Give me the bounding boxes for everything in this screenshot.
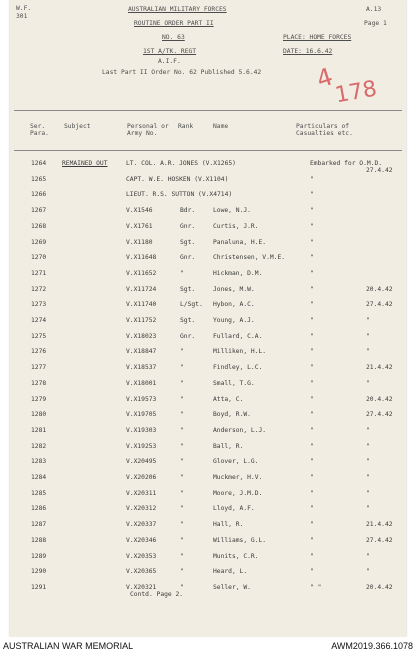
cell-personal: V.X20312 (126, 505, 157, 513)
cell-serial: 1283 (31, 458, 47, 466)
cell-particulars: " (310, 348, 314, 356)
place: PLACE: HOME FORCES (283, 34, 352, 41)
cell-rank: " (180, 458, 184, 466)
cell-name: Christensen, V.M.E. (213, 254, 286, 262)
cell-date: 27.4.42 (366, 411, 393, 419)
cell-personal: V.X18537 (126, 364, 157, 372)
cell-particulars: " (310, 552, 314, 560)
cell-rank: Bdr. (180, 207, 196, 215)
cell-date: 27.4.42 (366, 167, 393, 174)
cell-date: 20.4.42 (366, 583, 393, 591)
annotation-line-2: 178 (333, 76, 379, 109)
archive-id: AWM2019.366.1078 (331, 641, 413, 651)
cell-name: Seller, W. (213, 583, 251, 591)
cell-rank: Gnr. (180, 254, 196, 262)
cell-personal: V.X20365 (126, 568, 157, 576)
date: DATE: 16.6.42 (283, 48, 333, 55)
cell-rank: " (180, 348, 184, 356)
cell-personal: V.X18001 (126, 379, 157, 387)
cell-name: Munits, C.R. (213, 552, 259, 560)
cell-particulars: " (310, 489, 314, 497)
cell-particulars: " (310, 222, 314, 230)
cell-name: Milliken, H.L. (213, 348, 267, 356)
cell-name: Young, A.J. (213, 317, 255, 324)
cell-name: Hybon, A.C. (213, 301, 255, 309)
cell-particulars: " (310, 379, 314, 387)
cell-particulars: " (310, 254, 314, 262)
cell-rank: Gnr. (180, 332, 196, 340)
cell-name: Lowe, N.J. (213, 207, 251, 215)
cell-rank: " (180, 442, 184, 450)
cell-particulars: " (310, 521, 314, 529)
cell-serial: 1286 (31, 505, 47, 513)
cell-particulars: " (310, 364, 314, 372)
cell-personal: V.X11652 (126, 269, 157, 277)
cell-serial: 1279 (31, 395, 47, 403)
cell-date: " (366, 489, 370, 497)
cell-serial: 1284 (31, 474, 47, 481)
cell-date: " (366, 442, 370, 450)
cell-date: " (366, 474, 370, 481)
cell-serial: 1290 (31, 568, 47, 576)
cell-serial: 1275 (31, 332, 47, 340)
cell-name: Glover, L.G. (213, 458, 259, 466)
cell-date: " (366, 379, 370, 387)
cell-personal: V.X1180 (126, 238, 153, 246)
cell-personal: V.X11740 (126, 301, 157, 309)
cell-particulars: " (310, 536, 314, 544)
col-rank: Rank (178, 123, 194, 130)
cell-personal: V.X19253 (126, 442, 157, 450)
cell-rank: " (180, 269, 184, 277)
cell-particulars: " (310, 191, 314, 199)
cell-rank: " (180, 521, 184, 529)
cell-personal: V.X11724 (126, 285, 157, 293)
cell-personal: CAPT. W.E. HOSKEN (V.X1104) (126, 175, 229, 183)
order-subtitle: ROUTINE ORDER PART II (134, 20, 214, 27)
cell-particulars: " (310, 474, 314, 481)
cell-personal: V.X1546 (126, 207, 153, 215)
cell-rank: Sgt. (180, 238, 196, 246)
cell-particulars: " (310, 269, 314, 277)
order-number: NO. 63 (162, 34, 185, 41)
cell-serial: 1273 (31, 301, 47, 309)
cell-personal: V.X20311 (126, 489, 157, 497)
cell-serial: 1278 (31, 379, 47, 387)
cell-rank: Sgt. (180, 317, 196, 324)
cell-particulars: " (310, 175, 314, 183)
annotation-line-1: 4 (313, 62, 337, 94)
last-order-note: Last Part II Order No. 62 Published 5.6.42 (102, 69, 262, 76)
cell-rank: " (180, 505, 184, 513)
cell-serial: 1280 (31, 411, 47, 419)
cell-personal: V.X19573 (126, 395, 157, 403)
cell-rank: " (180, 552, 184, 560)
unit: 1ST A/TK. REGT (143, 48, 197, 55)
cell-date: 20.4.42 (366, 395, 393, 403)
cell-rank: " (180, 411, 184, 419)
cell-name: Boyd, R.W. (213, 411, 251, 419)
archive-name: AUSTRALIAN WAR MEMORIAL (3, 641, 134, 651)
cell-rank: " (180, 536, 184, 544)
cell-name: Ball, R. (213, 442, 244, 450)
col-subject: Subject (64, 123, 91, 130)
cell-personal: LT. COL. A.R. JONES (V.X1265) (126, 160, 236, 167)
cell-date: " (366, 505, 370, 513)
cell-serial: 1291 (31, 583, 47, 591)
cell-rank: Sgt. (180, 285, 196, 293)
cell-serial: 1264 (31, 160, 47, 167)
cell-particulars: " (310, 411, 314, 419)
cell-serial: 1288 (31, 536, 47, 544)
cell-name: Jones, M.W. (213, 285, 255, 293)
cell-personal: V.X20495 (126, 458, 157, 466)
cell-particulars: " (310, 505, 314, 513)
col-personal: Personal or Army No. (127, 123, 169, 137)
cell-particulars: " (310, 207, 314, 215)
cell-date: " (366, 348, 370, 356)
cell-name: Fullard, C.A. (213, 332, 263, 340)
form-number: 301 (16, 13, 28, 20)
archive-footer (0, 637, 416, 653)
cell-name: Lloyd, A.F. (213, 505, 255, 513)
cell-rank: " (180, 426, 184, 434)
cell-rank: " (180, 364, 184, 372)
cell-name: Findley, L.C. (213, 364, 263, 372)
cell-personal: V.X19705 (126, 411, 157, 419)
col-particulars: Particulars of Casualties etc. (296, 123, 353, 137)
unit-sub: A.I.F. (158, 58, 181, 65)
cell-rank: L/Sgt. (180, 301, 203, 309)
cell-name: Panaluna, H.E. (213, 238, 267, 246)
page-number: Page 1 (364, 20, 387, 27)
cell-serial: 1274 (31, 317, 47, 324)
cell-serial: 1268 (31, 222, 47, 230)
cell-date: " (366, 552, 370, 560)
cell-personal: V.X18847 (126, 348, 157, 356)
cell-date: 27.4.42 (366, 536, 393, 544)
cell-serial: 1285 (31, 489, 47, 497)
col-serial: Ser. Para. (30, 123, 49, 137)
col-name: Name (213, 123, 229, 130)
cell-date: " (366, 568, 370, 576)
cell-personal: V.X18023 (126, 332, 157, 340)
cell-serial: 1277 (31, 364, 47, 372)
cell-name: Hickman, D.M. (213, 269, 263, 277)
cell-name: Hall, R. (213, 521, 244, 529)
cell-particulars: " (310, 458, 314, 466)
cell-particulars: " (310, 301, 314, 309)
cell-serial: 1272 (31, 285, 47, 293)
cell-rank: " (180, 568, 184, 576)
cell-particulars: " (310, 426, 314, 434)
document-title: AUSTRALIAN MILITARY FORCES (128, 6, 227, 13)
document-page (10, 0, 406, 637)
cell-particulars: " (310, 317, 314, 324)
cell-rank: " (180, 474, 184, 481)
cell-name: Williams, G.L. (213, 536, 267, 544)
cell-personal: V.X20346 (126, 536, 157, 544)
cell-date: " (366, 332, 370, 340)
cell-personal: LIEUT. R.S. SUTTON (V.X4714) (126, 191, 233, 199)
cell-personal: V.X11648 (126, 254, 157, 262)
cell-rank: " (180, 395, 184, 403)
cell-subject: REMAINED OUT (62, 160, 108, 167)
cell-date: 20.4.42 (366, 285, 393, 293)
cell-name: Anderson, L.J. (213, 426, 267, 434)
divider (14, 110, 402, 111)
reference: A.13 (366, 6, 382, 13)
cell-particulars: " (310, 332, 314, 340)
cell-serial: 1270 (31, 254, 47, 262)
cell-serial: 1282 (31, 442, 47, 450)
cell-serial: 1267 (31, 207, 47, 215)
cell-serial: 1266 (31, 191, 47, 199)
cell-serial: 1265 (31, 175, 47, 183)
cell-particulars: " (310, 568, 314, 576)
cell-serial: 1287 (31, 521, 47, 529)
cell-rank: Gnr. (180, 222, 196, 230)
cell-rank: " (180, 489, 184, 497)
cell-personal: V.X20206 (126, 474, 157, 481)
cell-name: Moore, J.M.D. (213, 489, 263, 497)
form-code: W.F. (16, 5, 32, 12)
cell-personal: V.X11752 (126, 317, 157, 324)
cell-name: Curtis, J.R. (213, 222, 259, 230)
cell-date: 27.4.42 (366, 301, 393, 309)
cell-date: " (366, 317, 370, 324)
cell-serial: 1276 (31, 348, 47, 356)
divider (14, 150, 402, 151)
cell-serial: 1271 (31, 269, 47, 277)
cell-particulars: " (310, 285, 314, 293)
handwritten-annotation (313, 62, 387, 116)
cell-particulars: " (310, 238, 314, 246)
cell-name: Heard, L. (213, 568, 248, 576)
cell-name: Muckmer, H.V. (213, 474, 263, 481)
cell-particulars: Embarked for O.M.D. (310, 160, 383, 167)
cell-serial: 1289 (31, 552, 47, 560)
cell-name: Small, T.G. (213, 379, 255, 387)
cell-particulars: " " (310, 583, 322, 591)
cell-rank: " (180, 583, 184, 591)
cell-serial: 1269 (31, 238, 47, 246)
cell-personal: V.X1761 (126, 222, 153, 230)
cell-date: " (366, 426, 370, 434)
continued-note: Contd. Page 2. (130, 591, 184, 598)
cell-name: Atta, C. (213, 395, 244, 403)
cell-personal: V.X20337 (126, 521, 157, 529)
cell-personal: V.X20353 (126, 552, 157, 560)
cell-particulars: " (310, 395, 314, 403)
cell-serial: 1281 (31, 426, 47, 434)
cell-rank: " (180, 379, 184, 387)
cell-personal: V.X20321 (126, 583, 157, 591)
cell-date: 21.4.42 (366, 364, 393, 372)
cell-date: " (366, 458, 370, 466)
cell-personal: V.X19303 (126, 426, 157, 434)
cell-date: 21.4.42 (366, 521, 393, 529)
cell-particulars: " (310, 442, 314, 450)
